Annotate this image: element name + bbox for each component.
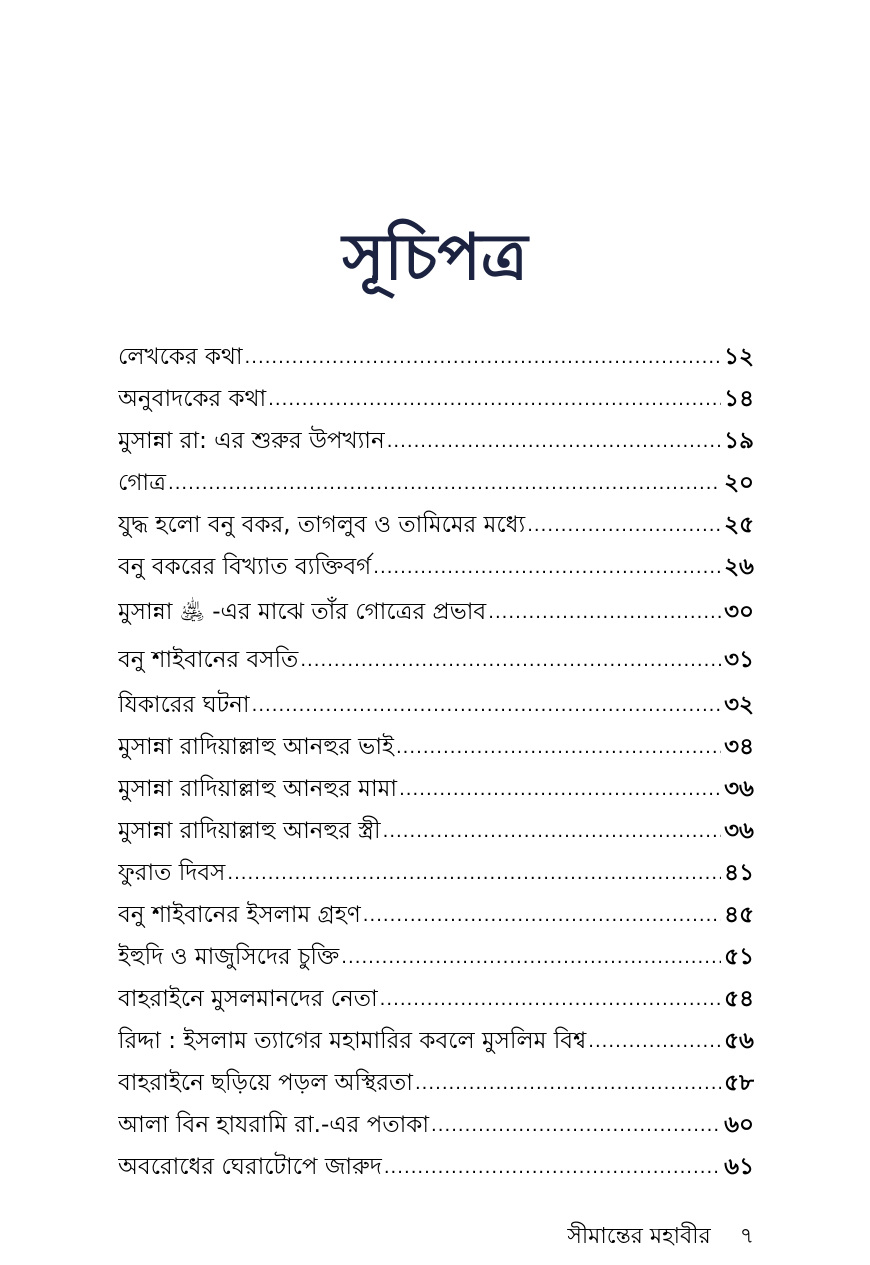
- dot-leader: [268, 383, 721, 406]
- toc-entry-label: অবরোধের ঘেরাটোপে জারুদ: [118, 1154, 382, 1180]
- toc-entry-page: ২৫: [724, 512, 754, 538]
- toc-entry: [118, 726, 754, 768]
- toc-entry: [118, 588, 754, 636]
- toc-entry-page: ৫৬: [724, 1028, 754, 1054]
- toc-entry-label: যিকারের ঘটনা: [118, 692, 250, 718]
- dot-leader: [373, 551, 721, 574]
- toc-entry: [118, 378, 754, 420]
- toc-entry-label: অনুবাদকের কথা: [118, 386, 267, 412]
- toc-entry: [118, 1146, 754, 1188]
- toc-entry-label: লেখকের কথা: [118, 344, 243, 370]
- running-footer-title: সীমান্তের মহাবীর: [567, 1224, 711, 1249]
- toc-entry: [118, 978, 754, 1020]
- toc-entry-label: যুদ্ধ হলো বনু বকর, তাগলুব ও তামিমের মধ্যে: [118, 512, 526, 538]
- dot-leader: [227, 857, 721, 880]
- toc-entry-page: ৩৬: [724, 818, 754, 844]
- toc-entry-label: বনু বকরের বিখ্যাত ব্যক্তিবর্গ: [118, 554, 372, 580]
- toc-entry-page: ১২: [724, 344, 754, 370]
- dot-leader: [527, 509, 721, 532]
- toc-entry-label: আলা বিন হাযরামি রা.-এর পতাকা: [118, 1112, 430, 1138]
- toc-entry-page: ৬০: [724, 1112, 754, 1138]
- dot-leader: [488, 596, 721, 619]
- dot-leader: [341, 941, 721, 964]
- toc-entry-page: ৬১: [724, 1154, 754, 1180]
- page-title: সূচিপত্র: [342, 220, 528, 295]
- toc-entry: [118, 936, 754, 978]
- toc-entry: [118, 546, 754, 588]
- toc-entry-page: ২৬: [724, 554, 754, 580]
- toc-entry-label: বনু শাইবানের ইসলাম গ্রহণ: [118, 902, 361, 928]
- toc-entry: [118, 1104, 754, 1146]
- toc-entry-page: ৫৮: [724, 1070, 754, 1096]
- dot-leader: [245, 341, 722, 364]
- toc-entry-page: ৩১: [724, 647, 754, 673]
- dot-leader: [588, 1025, 721, 1048]
- toc-entry: [118, 768, 754, 810]
- toc-entry-page: ২০: [724, 470, 754, 496]
- toc-entry-label: মুসান্না রাদিয়াল্লাহু আনহুর ভাই: [118, 734, 394, 760]
- toc-entry-label: গোত্র: [118, 470, 166, 496]
- toc-entry: [118, 504, 754, 546]
- toc-entry-page: ৪১: [724, 860, 754, 886]
- dot-leader: [399, 773, 721, 796]
- toc-entry: [118, 1062, 754, 1104]
- toc-entry: [118, 810, 754, 852]
- dot-leader: [383, 815, 721, 838]
- toc-entry: [118, 636, 754, 684]
- toc-entry-label: মুসান্না ﵁ -এর মাঝে তাঁর গোত্রের প্রভাব: [118, 599, 487, 625]
- toc-entry-page: ৫১: [724, 944, 754, 970]
- dot-leader: [363, 899, 721, 922]
- toc-entry: [118, 336, 754, 378]
- toc-entry-page: ৩০: [724, 599, 754, 625]
- toc-entry: [118, 462, 754, 504]
- toc-entry-page: ৫৪: [724, 986, 754, 1012]
- toc-entry-label: বাহরাইনে ছড়িয়ে পড়ল অস্থিরতা: [118, 1070, 413, 1096]
- toc-entry-label: মুসান্না রাদিয়াল্লাহু আনহুর স্ত্রী: [118, 818, 381, 844]
- dot-leader: [415, 1067, 721, 1090]
- toc-entry-label: বাহরাইনে মুসলমানদের নেতা: [118, 986, 378, 1012]
- dot-leader: [431, 1109, 721, 1132]
- toc-entry-page: ৪৫: [724, 902, 754, 928]
- toc-entry-page: ১৪: [724, 386, 754, 412]
- toc-entry: [118, 684, 754, 726]
- toc-entry: [118, 1020, 754, 1062]
- dot-leader: [396, 731, 721, 754]
- dot-leader: [387, 425, 721, 448]
- table-of-contents: [118, 336, 754, 1188]
- dot-leader: [380, 983, 721, 1006]
- toc-entry-page: ১৯: [724, 428, 754, 454]
- toc-entry-label: রিদ্দা : ইসলাম ত্যাগের মহামারির কবলে মুসলিম বিশ্ব: [118, 1028, 587, 1054]
- dot-leader: [168, 467, 721, 490]
- page-footer: [567, 1222, 754, 1252]
- toc-entry: [118, 420, 754, 462]
- page-number: ৭: [739, 1224, 754, 1249]
- toc-entry-page: ৩২: [724, 692, 754, 718]
- dot-leader: [384, 1151, 721, 1174]
- toc-entry-label: ফুরাত দিবস: [118, 860, 226, 886]
- toc-entry: [118, 852, 754, 894]
- toc-entry: [118, 894, 754, 936]
- toc-entry-label: বনু শাইবানের বসতি: [118, 647, 299, 673]
- dot-leader: [300, 644, 721, 667]
- toc-entry-label: মুসান্না রা: এর শুরুর উপখ্যান: [118, 428, 385, 454]
- toc-entry-page: ৩৪: [724, 734, 754, 760]
- toc-entry-page: ৩৬: [724, 776, 754, 802]
- toc-entry-label: ইহুদি ও মাজুসিদের চুক্তি: [118, 944, 340, 970]
- dot-leader: [252, 689, 721, 712]
- toc-entry-label: মুসান্না রাদিয়াল্লাহু আনহুর মামা: [118, 776, 398, 802]
